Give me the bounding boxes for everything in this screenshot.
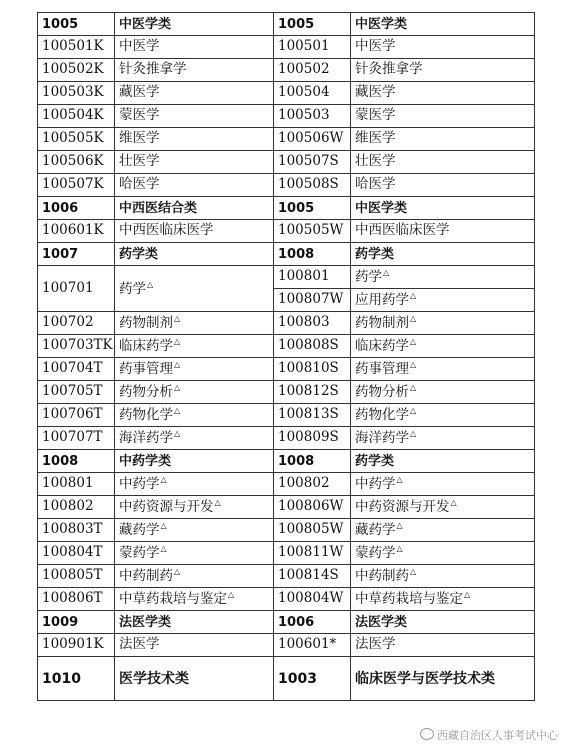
name-text: 壮医学 bbox=[119, 153, 160, 170]
right-name-cell bbox=[351, 128, 535, 151]
code-text: 100901K bbox=[42, 636, 104, 653]
triangle-mark-icon: △ bbox=[410, 383, 417, 393]
table-row bbox=[38, 82, 535, 105]
triangle-mark-icon: △ bbox=[383, 268, 390, 278]
left-code-cell bbox=[38, 82, 115, 105]
triangle-mark-icon: △ bbox=[396, 544, 403, 554]
right-code-cell bbox=[274, 105, 351, 128]
name-text: 中西医临床医学 bbox=[119, 222, 214, 239]
name-text: 法医学类 bbox=[119, 614, 172, 630]
name-text: 中药学类 bbox=[119, 453, 172, 469]
left-name-cell bbox=[115, 82, 274, 105]
left-name-cell bbox=[115, 358, 274, 381]
left-code-cell bbox=[38, 404, 115, 427]
triangle-mark-icon: △ bbox=[174, 406, 181, 416]
triangle-mark-icon: △ bbox=[410, 567, 417, 577]
left-name-cell bbox=[115, 312, 274, 335]
code-text: 100801 bbox=[42, 475, 94, 492]
category-right-name-cell bbox=[351, 13, 535, 36]
watermark bbox=[420, 727, 558, 743]
table-row bbox=[38, 634, 535, 657]
right-name-cell bbox=[351, 473, 535, 496]
right-code-cell bbox=[274, 174, 351, 197]
name-text: 药学类 bbox=[119, 246, 159, 262]
name-text: 海洋药学△ bbox=[355, 429, 417, 447]
name-text: 临床药学△ bbox=[119, 337, 181, 355]
code-text: 100803 bbox=[278, 314, 330, 331]
category-right-name-cell bbox=[351, 611, 535, 634]
triangle-mark-icon: △ bbox=[174, 314, 181, 324]
name-text: 海洋药学△ bbox=[119, 429, 181, 447]
category-row bbox=[38, 450, 535, 473]
right-name-cell bbox=[351, 542, 535, 565]
triangle-mark-icon: △ bbox=[174, 383, 181, 393]
right-code-cell bbox=[274, 335, 351, 358]
triangle-mark-icon: △ bbox=[410, 429, 417, 439]
triangle-mark-icon: △ bbox=[410, 337, 417, 347]
name-text: 药物分析△ bbox=[355, 383, 417, 401]
category-right-code-cell bbox=[274, 611, 351, 634]
name-text: 药物制剂△ bbox=[355, 314, 417, 332]
right-name-cell bbox=[351, 266, 535, 289]
name-text: 法医学 bbox=[119, 636, 160, 653]
category-left-code-cell bbox=[38, 657, 115, 701]
right-name-cell bbox=[351, 427, 535, 450]
left-name-cell bbox=[115, 59, 274, 82]
left-code-cell bbox=[38, 634, 115, 657]
right-code-cell bbox=[274, 59, 351, 82]
table-row bbox=[38, 358, 535, 381]
category-right-code-cell bbox=[274, 657, 351, 701]
name-text: 药事管理△ bbox=[119, 360, 181, 378]
left-code-cell bbox=[38, 128, 115, 151]
code-text: 1005 bbox=[42, 16, 79, 32]
code-text: 100501 bbox=[278, 38, 330, 55]
right-code-cell bbox=[274, 312, 351, 335]
left-name-cell bbox=[115, 427, 274, 450]
category-left-code-cell bbox=[38, 450, 115, 473]
name-text: 中医学类 bbox=[355, 200, 408, 216]
right-name-cell bbox=[351, 82, 535, 105]
code-text: 1007 bbox=[42, 246, 79, 262]
left-name-cell bbox=[115, 335, 274, 358]
triangle-mark-icon: △ bbox=[160, 544, 167, 554]
left-name-cell bbox=[115, 404, 274, 427]
left-name-cell bbox=[115, 266, 274, 312]
name-text: 药物化学△ bbox=[355, 406, 417, 424]
name-text: 药学△ bbox=[119, 279, 154, 297]
right-name-cell bbox=[351, 36, 535, 59]
code-text: 100507S bbox=[278, 153, 339, 170]
code-text: 100506K bbox=[42, 153, 104, 170]
name-text: 药事管理△ bbox=[355, 360, 417, 378]
right-name-cell bbox=[351, 404, 535, 427]
category-left-code-cell bbox=[38, 197, 115, 220]
table-row bbox=[38, 312, 535, 335]
right-name-cell bbox=[351, 358, 535, 381]
table-row bbox=[38, 335, 535, 358]
name-text: 维医学 bbox=[119, 130, 160, 147]
code-text: 100805T bbox=[42, 567, 103, 584]
right-name-cell bbox=[351, 335, 535, 358]
category-left-name-cell bbox=[115, 450, 274, 473]
table-row bbox=[38, 565, 535, 588]
left-name-cell bbox=[115, 496, 274, 519]
right-code-cell bbox=[274, 427, 351, 450]
triangle-mark-icon: △ bbox=[214, 498, 221, 508]
code-text: 100704T bbox=[42, 360, 103, 377]
category-right-name-cell bbox=[351, 243, 535, 266]
left-code-cell bbox=[38, 151, 115, 174]
name-text: 蒙药学△ bbox=[355, 544, 403, 562]
category-right-code-cell bbox=[274, 243, 351, 266]
code-text: 100502K bbox=[42, 61, 104, 78]
name-text: 哈医学 bbox=[119, 176, 160, 193]
watermark-text: 西藏自治区人事考试中心 bbox=[437, 729, 558, 742]
category-row bbox=[38, 657, 535, 701]
code-text: 1005 bbox=[278, 16, 315, 32]
name-text: 藏药学△ bbox=[355, 521, 403, 539]
right-code-cell bbox=[274, 634, 351, 657]
code-text: 1008 bbox=[278, 246, 315, 262]
category-row bbox=[38, 13, 535, 36]
name-text: 蒙医学 bbox=[119, 107, 160, 124]
name-text: 蒙医学 bbox=[355, 107, 396, 124]
right-name-cell bbox=[351, 496, 535, 519]
name-text: 药物化学△ bbox=[119, 406, 181, 424]
triangle-mark-icon: △ bbox=[396, 521, 403, 531]
left-code-cell bbox=[38, 105, 115, 128]
right-code-cell bbox=[274, 82, 351, 105]
left-name-cell bbox=[115, 36, 274, 59]
code-text: 100503K bbox=[42, 84, 104, 101]
category-left-code-cell bbox=[38, 13, 115, 36]
category-right-name-cell bbox=[351, 197, 535, 220]
category-row bbox=[38, 611, 535, 634]
table-row bbox=[38, 519, 535, 542]
name-text: 针灸推拿学 bbox=[119, 61, 187, 78]
right-code-cell bbox=[274, 496, 351, 519]
name-text: 维医学 bbox=[355, 130, 396, 147]
triangle-mark-icon: △ bbox=[396, 475, 403, 485]
left-name-cell bbox=[115, 634, 274, 657]
name-text: 中医学类 bbox=[119, 16, 172, 32]
code-text: 100807W bbox=[278, 291, 344, 308]
code-text: 100601K bbox=[42, 222, 104, 239]
name-text: 临床医学与医学技术类 bbox=[355, 670, 495, 687]
code-text: 100503 bbox=[278, 107, 330, 124]
name-text: 药物制剂△ bbox=[119, 314, 181, 332]
code-text: 1005 bbox=[278, 200, 315, 216]
category-row bbox=[38, 243, 535, 266]
triangle-mark-icon: △ bbox=[160, 475, 167, 485]
table-row bbox=[38, 496, 535, 519]
name-text: 蒙药学△ bbox=[119, 544, 167, 562]
code-text: 100801 bbox=[278, 268, 330, 285]
code-text: 100803T bbox=[42, 521, 103, 538]
left-name-cell bbox=[115, 105, 274, 128]
right-name-cell bbox=[351, 519, 535, 542]
table-row bbox=[38, 151, 535, 174]
triangle-mark-icon: △ bbox=[410, 360, 417, 370]
left-name-cell bbox=[115, 151, 274, 174]
name-text: 中药学△ bbox=[119, 475, 167, 493]
left-name-cell bbox=[115, 542, 274, 565]
code-text: 100814S bbox=[278, 567, 339, 584]
code-text: 100806W bbox=[278, 498, 344, 515]
name-text: 藏药学△ bbox=[119, 521, 167, 539]
category-left-code-cell bbox=[38, 611, 115, 634]
code-text: 100508S bbox=[278, 176, 339, 193]
name-text: 应用药学△ bbox=[355, 291, 417, 309]
right-name-cell bbox=[351, 220, 535, 243]
category-left-name-cell bbox=[115, 611, 274, 634]
code-text: 100812S bbox=[278, 383, 339, 400]
category-left-code-cell bbox=[38, 243, 115, 266]
right-name-cell bbox=[351, 381, 535, 404]
triangle-mark-icon: △ bbox=[410, 314, 417, 324]
table-row bbox=[38, 36, 535, 59]
code-text: 100505W bbox=[278, 222, 344, 239]
table-row bbox=[38, 128, 535, 151]
triangle-mark-icon: △ bbox=[174, 360, 181, 370]
left-code-cell bbox=[38, 59, 115, 82]
code-text: 1006 bbox=[278, 614, 315, 630]
weibo-icon bbox=[420, 728, 434, 740]
left-code-cell bbox=[38, 565, 115, 588]
right-code-cell bbox=[274, 289, 351, 312]
code-text: 100501K bbox=[42, 38, 104, 55]
name-text: 中药资源与开发△ bbox=[119, 498, 221, 516]
right-code-cell bbox=[274, 381, 351, 404]
table-row bbox=[38, 174, 535, 197]
name-text: 哈医学 bbox=[355, 176, 396, 193]
name-text: 中医学 bbox=[355, 38, 396, 55]
left-code-cell bbox=[38, 220, 115, 243]
left-name-cell bbox=[115, 128, 274, 151]
code-text: 100504 bbox=[278, 84, 330, 101]
code-text: 1009 bbox=[42, 614, 79, 630]
code-text: 100813S bbox=[278, 406, 339, 423]
left-code-cell bbox=[38, 381, 115, 404]
code-text: 100802 bbox=[278, 475, 330, 492]
code-text: 100804W bbox=[278, 590, 344, 607]
code-text: 100703TK bbox=[42, 337, 113, 354]
left-code-cell bbox=[38, 312, 115, 335]
triangle-mark-icon: △ bbox=[450, 498, 457, 508]
name-text: 医学技术类 bbox=[119, 670, 189, 687]
right-name-cell bbox=[351, 289, 535, 312]
left-code-cell bbox=[38, 588, 115, 611]
name-text: 中药学△ bbox=[355, 475, 403, 493]
name-text: 藏医学 bbox=[119, 84, 160, 101]
left-name-cell bbox=[115, 588, 274, 611]
name-text: 中药资源与开发△ bbox=[355, 498, 457, 516]
right-name-cell bbox=[351, 105, 535, 128]
left-code-cell bbox=[38, 473, 115, 496]
major-comparison-table bbox=[37, 12, 535, 701]
triangle-mark-icon: △ bbox=[228, 590, 235, 600]
left-code-cell bbox=[38, 496, 115, 519]
code-text: 100810S bbox=[278, 360, 339, 377]
left-code-cell bbox=[38, 358, 115, 381]
table-row bbox=[38, 404, 535, 427]
right-name-cell bbox=[351, 312, 535, 335]
code-text: 1010 bbox=[42, 670, 81, 687]
triangle-mark-icon: △ bbox=[174, 337, 181, 347]
code-text: 100811W bbox=[278, 544, 344, 561]
name-text: 中草药栽培与鉴定△ bbox=[119, 590, 235, 608]
name-text: 药学类 bbox=[355, 453, 395, 469]
code-text: 1008 bbox=[278, 453, 315, 469]
triangle-mark-icon: △ bbox=[147, 279, 154, 289]
code-text: 100502 bbox=[278, 61, 330, 78]
code-text: 100504K bbox=[42, 107, 104, 124]
table-row bbox=[38, 427, 535, 450]
right-code-cell bbox=[274, 404, 351, 427]
right-name-cell bbox=[351, 565, 535, 588]
triangle-mark-icon: △ bbox=[410, 291, 417, 301]
category-left-name-cell bbox=[115, 13, 274, 36]
name-text: 药学△ bbox=[355, 268, 390, 286]
code-text: 100702 bbox=[42, 314, 94, 331]
triangle-mark-icon: △ bbox=[410, 406, 417, 416]
left-code-cell bbox=[38, 266, 115, 312]
left-name-cell bbox=[115, 220, 274, 243]
name-text: 药物分析△ bbox=[119, 383, 181, 401]
name-text: 中西医结合类 bbox=[119, 200, 198, 216]
name-text: 中西医临床医学 bbox=[355, 222, 450, 239]
table-row bbox=[38, 220, 535, 243]
code-text: 1006 bbox=[42, 200, 79, 216]
table-row bbox=[38, 381, 535, 404]
code-text: 100601* bbox=[278, 636, 337, 653]
code-text: 100804T bbox=[42, 544, 103, 561]
code-text: 100506W bbox=[278, 130, 344, 147]
left-code-cell bbox=[38, 174, 115, 197]
right-name-cell bbox=[351, 174, 535, 197]
right-code-cell bbox=[274, 565, 351, 588]
left-code-cell bbox=[38, 36, 115, 59]
category-left-name-cell bbox=[115, 197, 274, 220]
right-code-cell bbox=[274, 519, 351, 542]
left-code-cell bbox=[38, 519, 115, 542]
name-text: 临床药学△ bbox=[355, 337, 417, 355]
name-text: 药学类 bbox=[355, 246, 395, 262]
category-left-name-cell bbox=[115, 657, 274, 701]
code-text: 100707T bbox=[42, 429, 103, 446]
name-text: 中草药栽培与鉴定△ bbox=[355, 590, 471, 608]
name-text: 法医学类 bbox=[355, 614, 408, 630]
right-code-cell bbox=[274, 473, 351, 496]
table-row bbox=[38, 266, 535, 289]
left-name-cell bbox=[115, 565, 274, 588]
triangle-mark-icon: △ bbox=[160, 521, 167, 531]
right-code-cell bbox=[274, 128, 351, 151]
table-row bbox=[38, 105, 535, 128]
table-row bbox=[38, 59, 535, 82]
category-right-code-cell bbox=[274, 450, 351, 473]
code-text: 100706T bbox=[42, 406, 103, 423]
right-code-cell bbox=[274, 151, 351, 174]
right-name-cell bbox=[351, 59, 535, 82]
right-code-cell bbox=[274, 588, 351, 611]
right-code-cell bbox=[274, 220, 351, 243]
left-name-cell bbox=[115, 519, 274, 542]
category-right-code-cell bbox=[274, 197, 351, 220]
code-text: 100505K bbox=[42, 130, 104, 147]
code-text: 100701 bbox=[42, 279, 94, 296]
name-text: 中医学 bbox=[119, 38, 160, 55]
right-name-cell bbox=[351, 634, 535, 657]
triangle-mark-icon: △ bbox=[464, 590, 471, 600]
triangle-mark-icon: △ bbox=[174, 429, 181, 439]
code-text: 100705T bbox=[42, 383, 103, 400]
category-left-name-cell bbox=[115, 243, 274, 266]
right-code-cell bbox=[274, 266, 351, 289]
right-code-cell bbox=[274, 358, 351, 381]
table-row bbox=[38, 542, 535, 565]
left-code-cell bbox=[38, 542, 115, 565]
code-text: 100808S bbox=[278, 337, 339, 354]
code-text: 1003 bbox=[278, 670, 317, 687]
code-text: 100806T bbox=[42, 590, 103, 607]
table-row bbox=[38, 473, 535, 496]
left-code-cell bbox=[38, 335, 115, 358]
left-name-cell bbox=[115, 381, 274, 404]
left-name-cell bbox=[115, 174, 274, 197]
category-right-code-cell bbox=[274, 13, 351, 36]
name-text: 壮医学 bbox=[355, 153, 396, 170]
table-row bbox=[38, 588, 535, 611]
right-code-cell bbox=[274, 542, 351, 565]
name-text: 法医学 bbox=[355, 636, 396, 653]
category-right-name-cell bbox=[351, 657, 535, 701]
left-name-cell bbox=[115, 473, 274, 496]
code-text: 100809S bbox=[278, 429, 339, 446]
name-text: 针灸推拿学 bbox=[355, 61, 423, 78]
name-text: 中医学类 bbox=[355, 16, 408, 32]
name-text: 藏医学 bbox=[355, 84, 396, 101]
category-row bbox=[38, 197, 535, 220]
triangle-mark-icon: △ bbox=[174, 567, 181, 577]
code-text: 1008 bbox=[42, 453, 79, 469]
right-name-cell bbox=[351, 151, 535, 174]
code-text: 100805W bbox=[278, 521, 344, 538]
name-text: 中药制药△ bbox=[355, 567, 417, 585]
category-right-name-cell bbox=[351, 450, 535, 473]
right-name-cell bbox=[351, 588, 535, 611]
right-code-cell bbox=[274, 36, 351, 59]
name-text: 中药制药△ bbox=[119, 567, 181, 585]
left-code-cell bbox=[38, 427, 115, 450]
code-text: 100802 bbox=[42, 498, 94, 515]
code-text: 100507K bbox=[42, 176, 104, 193]
